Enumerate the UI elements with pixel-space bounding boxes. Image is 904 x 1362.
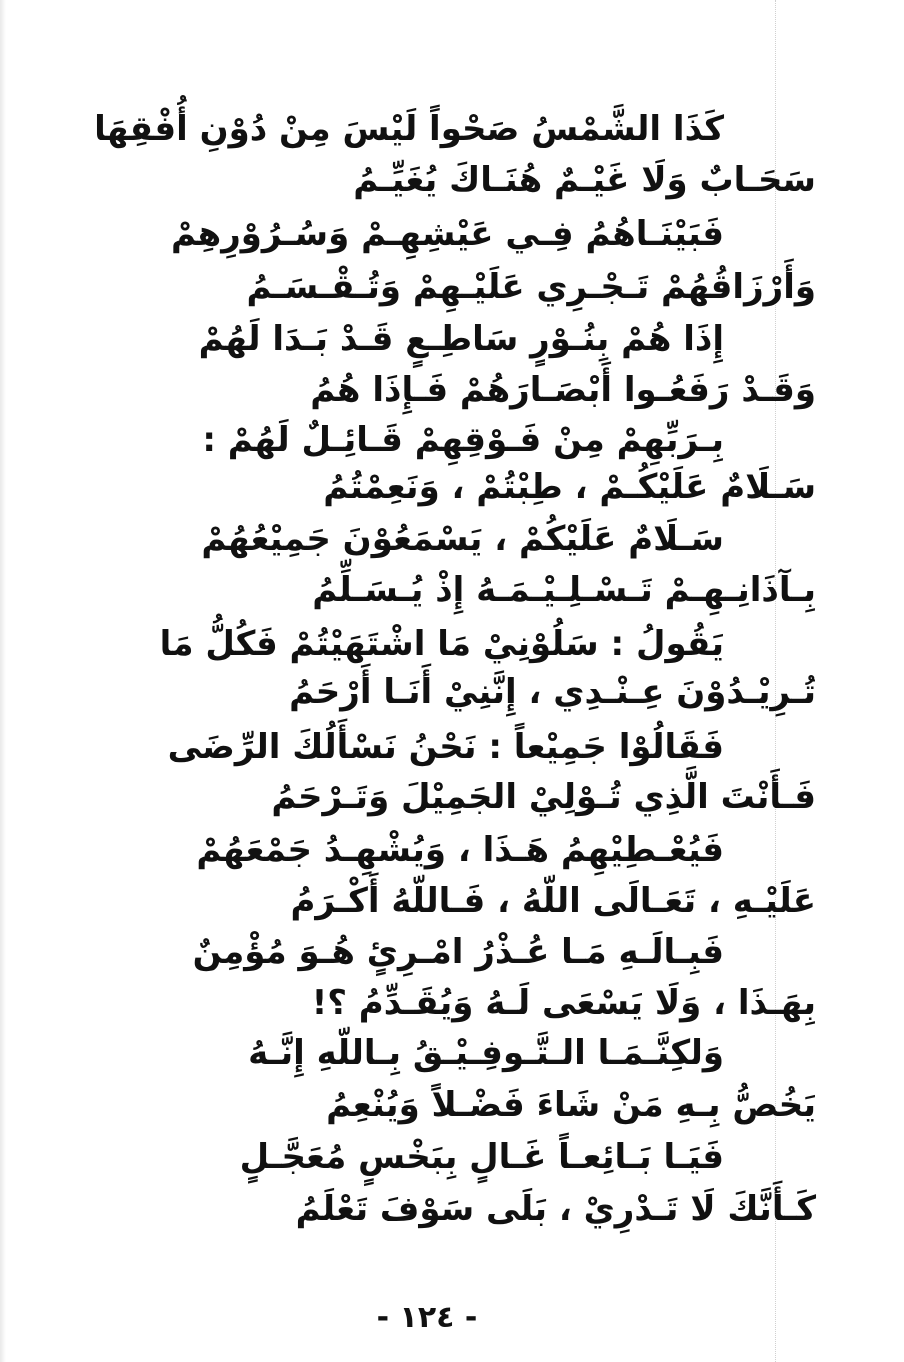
- verse-line-13: فَقَالُوْا جَمِيْعاً : نَحْنُ نَسْأَلُكَ الرِّضَى: [167, 727, 724, 767]
- verse-line-5: إِذَا هُمْ بِنُـوْرٍ سَاطِـعٍ قَـدْ بَـدَا لَهُمْ: [198, 319, 724, 359]
- verse-line-7: بِـرَبِّهِمْ مِنْ فَـوْقِهِمْ قَـائِـلٌ لَهُمْ :: [202, 420, 724, 460]
- verse-line-2: سَحَـابٌ وَلَا غَيْـمٌ هُنَـاكَ يُغَيِّـمُ: [353, 160, 816, 200]
- verse-line-18: بِهَـذَا ، وَلَا يَسْعَى لَـهُ وَيُقَـدِّمُ ؟!: [311, 983, 816, 1023]
- verse-line-20: يَخُصُّ بِـهِ مَنْ شَاءَ فَضْـلاً وَيُنْعِمُ: [326, 1085, 816, 1125]
- verse-line-6: وَقَـدْ رَفَعُـوا أَبْصَـارَهُمْ فَـإِذَا هُمُ: [310, 370, 816, 410]
- verse-line-16: عَلَيْـهِ ، تَعَـالَى اللّهُ ، فَـاللّهُ أَكْـرَمُ: [290, 881, 816, 921]
- verse-line-9: سَـلَامٌ عَلَيْكُمْ ، يَسْمَعُوْنَ جَمِيْعُهُمْ: [201, 519, 724, 559]
- verse-line-3: فَبَيْنَـاهُمُ فِـي عَيْشِهِـمْ وَسُـرُوْرِهِمْ: [170, 214, 724, 254]
- verse-line-4: وَأَرْزَاقُهُمْ تَـجْـرِي عَلَيْـهِمْ وَتُـقْـسَـمُ: [246, 267, 816, 307]
- verse-line-19: وَلكِنَّـمَـا الـتَّـوفِـيْـقُ بِـاللّهِ إِنَّـهُ: [248, 1033, 724, 1073]
- verse-line-10: بِـآذَانِـهِـمْ تَـسْـلِـيْـمَـهُ إِذْ يُـسَـلِّمُ: [312, 570, 816, 610]
- verse-line-1: كَذَا الشَّمْسُ صَحْواً لَيْسَ مِنْ دُوْنِ أُفْقِهَا: [94, 109, 724, 149]
- verse-line-21: فَيَـا بَـائِعـاً غَـالٍ بِبَخْسٍ مُعَجَّـلٍ: [239, 1137, 724, 1177]
- page-fold-shadow: [0, 0, 6, 1362]
- verse-line-8: سَـلَامٌ عَلَيْكُـمْ ، طِبْتُمْ ، وَنَعِمْتُمُ: [323, 467, 816, 507]
- page-number: - ١٢٤ -: [376, 1300, 478, 1335]
- verse-line-12: تُـرِيْـدُوْنَ عِـنْـدِي ، إِنَّنِيْ أَنَـا أَرْحَمُ: [289, 672, 816, 712]
- verse-line-11: يَقُولُ : سَلُوْنِيْ مَا اشْتَهَيْتُمْ فَكُلُّ مَا: [159, 624, 724, 664]
- verse-line-14: فَـأَنْتَ الَّذِي تُـوْلِيْ الجَمِيْلَ وَتَـرْحَمُ: [271, 777, 816, 817]
- verse-line-15: فَيُعْـطِيْهِمُ هَـذَا ، وَيُشْهِـدُ جَمْعَهُمْ: [196, 830, 724, 870]
- verse-line-17: فَبِـالَـهِ مَـا عُـذْرُ امْـرِئٍ هُـوَ مُؤْمِنٌ: [192, 932, 724, 972]
- verse-line-22: كَـأَنَّكَ لَا تَـدْرِيْ ، بَلَى سَوْفَ تَعْلَمُ: [295, 1189, 816, 1229]
